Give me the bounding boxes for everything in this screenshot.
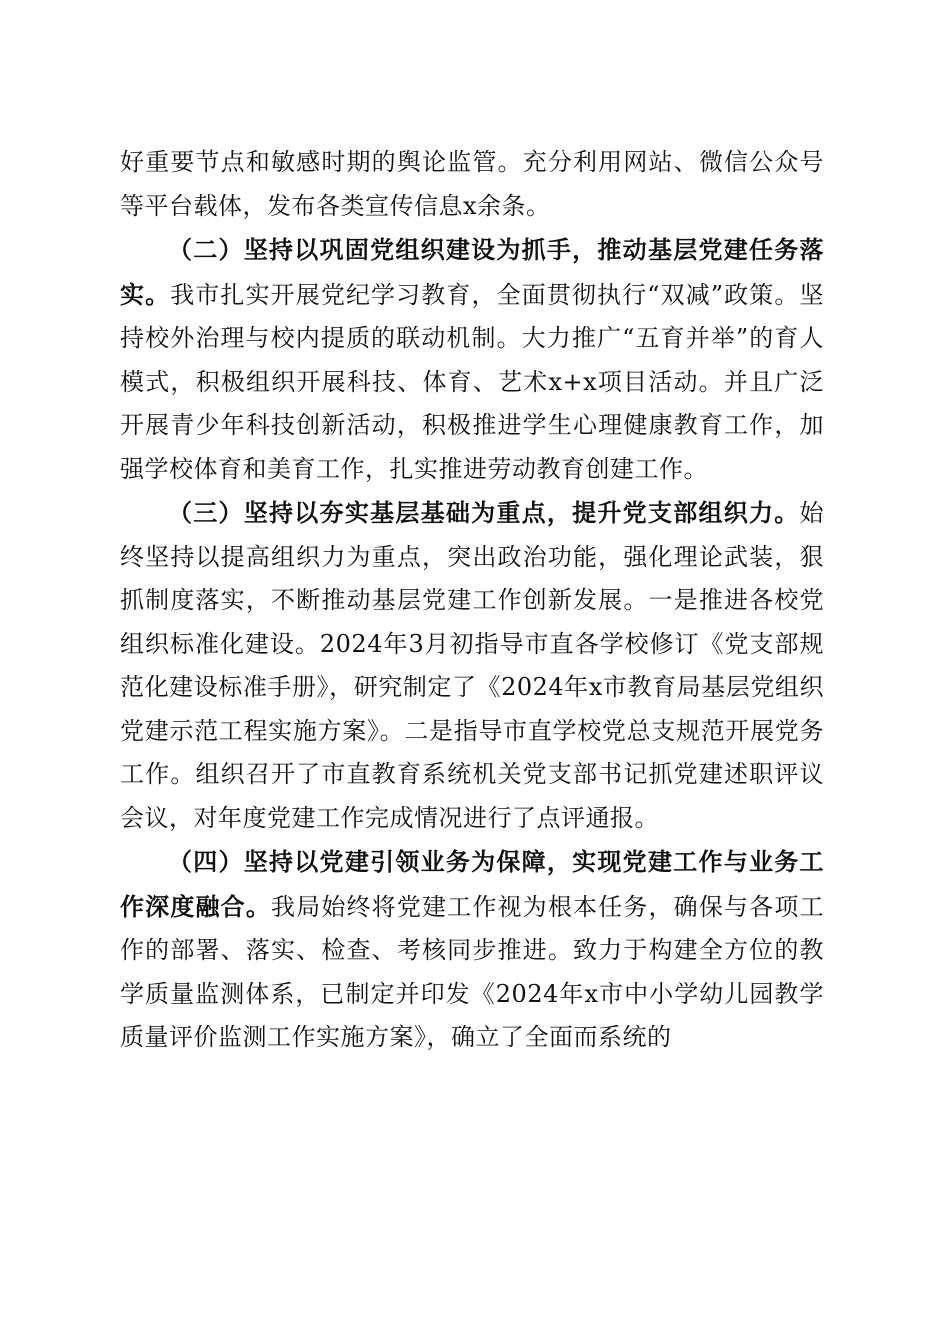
section-heading: （四）坚持以党建引领业务为保障，实现党建工作与业务工作深度融合。 [120, 847, 824, 921]
paragraph-body: 我局始终将党建工作视为根本任务，确保与各项工作的部署、落实、检查、考核同步推进。致力于构建全方位的教学质量监测体系，已制定并印发《2024年x市中小学幼儿园教学质量评价监测工作实施方案》，确立了全面而系统的 [120, 892, 824, 1051]
paragraph-body: 我市扎实开展党纪学习教育，全面贯彻执行“双减”政策。坚持校外治理与校内提质的联动机制。大力推广“五育并举”的育人模式，积极组织开展科技、体育、艺术x+x项目活动。并且广泛开展青少年科技创新活动，积极推进学生心理健康教育工作，加强学校体育和美育工作，扎实推进劳动教育创建工作。 [120, 280, 824, 483]
paragraph-section-3 [120, 491, 824, 840]
section-heading: （三）坚持以夯实基层基础为重点，提升党支部组织力。 [168, 498, 800, 527]
paragraph-continuation [120, 141, 824, 228]
paragraph-section-2 [120, 228, 824, 491]
section-heading: （二）坚持以巩固党组织建设为抓手，推动基层党建任务落实。 [120, 235, 824, 309]
paragraph-section-4 [120, 840, 824, 1060]
document-body [120, 141, 824, 1060]
paragraph-body: 好重要节点和敏感时期的舆论监管。充分利用网站、微信公众号等平台载体，发布各类宣传信息x余条。 [120, 148, 824, 220]
paragraph-body: 始终坚持以提高组织力为重点，突出政治功能，强化理论武装，狠抓制度落实，不断推动基层党建工作创新发展。一是推进各校党组织标准化建设。2024年3月初指导市直各学校修订《党支部规范化建设标准手册》，研究制定了《2024年x市教育局基层党组织党建示范工程实施方案》。二是指导市直学校党总支规范开展党务工作。组织召开了市直教育系统机关党支部书记抓党建述职评议会议，对年度党建工作完成情况进行了点评通报。 [120, 499, 824, 832]
